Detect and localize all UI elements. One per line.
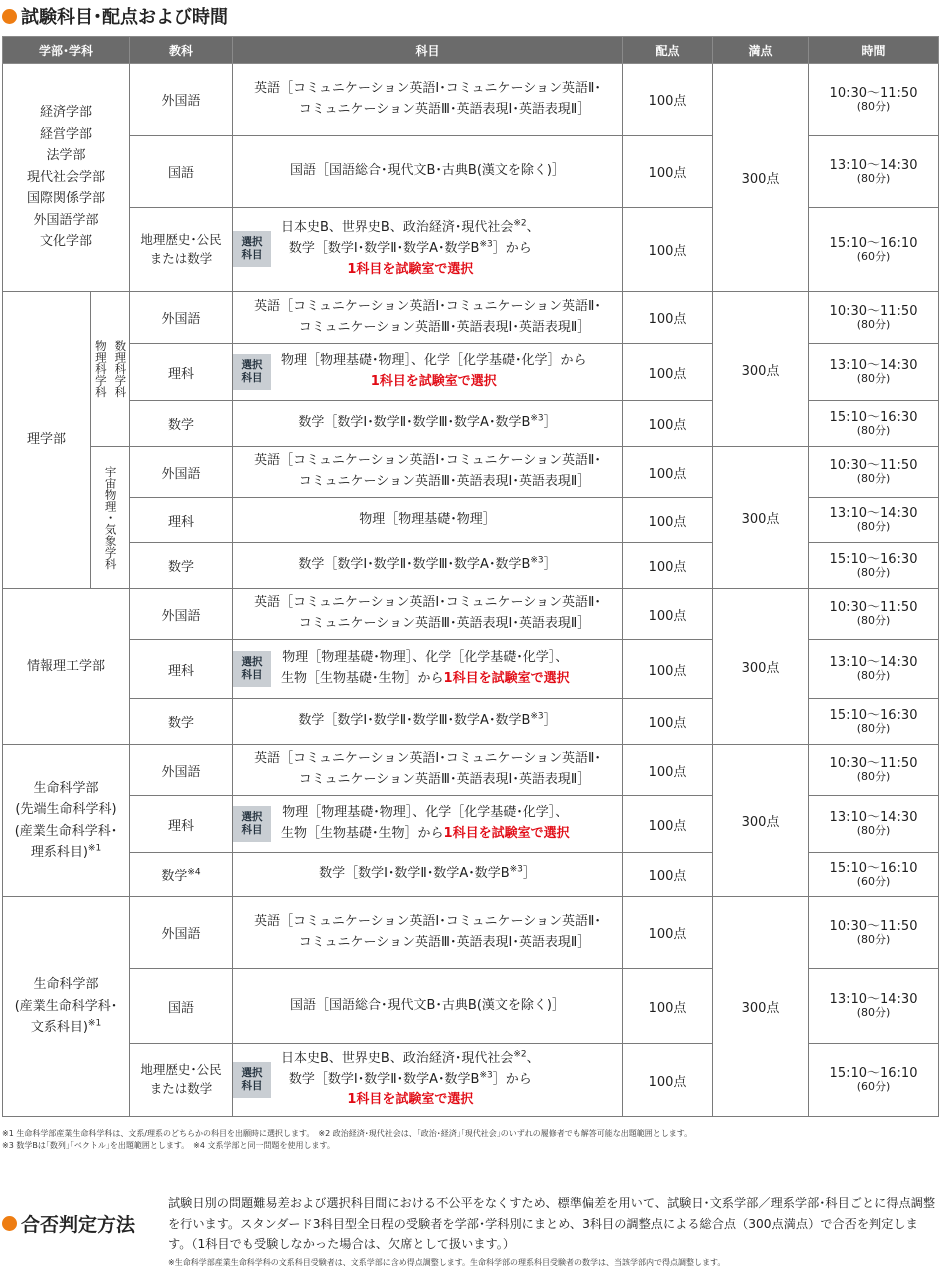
score-cell: 100点 xyxy=(623,745,713,796)
kamoku-cell: 選択 科目 日本史B、世界史B、政治経済･現代社会$^{※2}$、 数学［数学Ⅰ･数学Ⅱ･数学A･数学$B^{※3}]$から 1科目を試験室で選択 xyxy=(233,1044,623,1117)
bullet-dot-icon xyxy=(2,9,17,24)
header-dept: 学部･学科 xyxy=(3,37,130,64)
select-badge: 選択 科目 xyxy=(233,651,271,687)
header-time: 時間 xyxy=(809,37,939,64)
page-title-text: 試験科目･配点および時間 xyxy=(21,7,228,28)
table-row xyxy=(3,447,939,498)
table-row xyxy=(3,745,939,796)
total-cell: 300点 xyxy=(713,447,809,589)
kamoku-cell: 数学［数学Ⅰ･数学Ⅱ･数学Ⅲ･数学A･数学$B^{※3}]$ xyxy=(233,543,623,589)
header-kamoku: 科目 xyxy=(233,37,623,64)
kamoku-cell: 数学［数学Ⅰ･数学Ⅱ･数学A･数学$B^{※3}]$ xyxy=(233,853,623,897)
kamoku-cell: 英語［コミュニケーション英語Ⅰ･コミュニケーション英語Ⅱ･ コミュニケーション英語Ⅲ･英語表現Ⅰ･英語表現Ⅱ］ xyxy=(233,897,623,969)
subject-cell: 外国語 xyxy=(130,64,233,136)
footnote-line: ※1 生命科学部産業生命科学科は、文系/理系のどちらかの科目を出願時に選択します。 ※2 政治経済･現代社会は、｢政治･経済｣｢現代社会｣のいずれの履修者でも解答可能な出題範囲とします。 xyxy=(2,1129,693,1138)
subject-cell: 外国語 xyxy=(130,589,233,640)
subject-cell: 外国語 xyxy=(130,292,233,344)
score-cell: 100点 xyxy=(623,344,713,401)
dept-info: 情報理工学部 xyxy=(3,589,130,745)
score-cell: 100点 xyxy=(623,897,713,969)
select-badge: 選択 科目 xyxy=(233,1062,271,1098)
judge-body: 試験日別の問題難易差および選択科目間における不公平をなくすため、標準偏差を用いて、試験日･文系学部／理系学部･科目ごとに得点調整を行います。スタンダード3科目型全日程の受験者を学部･学科別にまとめ、3科目の調整点による総合点（300点満点）で合否を判定します。（1科目でも受験しなかった場合は、欠席として扱います。） xyxy=(168,1196,936,1252)
subject-cell: 外国語 xyxy=(130,897,233,969)
time-cell: 10:30～11:50 (80分) xyxy=(809,897,939,969)
time-cell: 15:10～16:10 (60分) xyxy=(809,208,939,292)
time-cell: 13:10～14:30 (80分) xyxy=(809,136,939,208)
kamoku-cell: 英語［コミュニケーション英語Ⅰ･コミュニケーション英語Ⅱ･ コミュニケーション英語Ⅲ･英語表現Ⅰ･英語表現Ⅱ］ xyxy=(233,64,623,136)
time-cell: 13:10～14:30 (80分) xyxy=(809,344,939,401)
header-total: 満点 xyxy=(713,37,809,64)
kamoku-cell: 選択 科目 物理［物理基礎･物理］、化学［化学基礎･化学］から 1科目を試験室で選択 xyxy=(233,344,623,401)
score-cell: 100点 xyxy=(623,796,713,853)
header-score: 配点 xyxy=(623,37,713,64)
judge-title-text: 合否判定方法 xyxy=(21,1213,136,1236)
time-cell: 10:30～11:50 (80分) xyxy=(809,589,939,640)
dept-sci-sub2: 宇宙物理･気象学科 xyxy=(91,447,130,589)
subject-cell: 数学 xyxy=(130,699,233,745)
score-cell: 100点 xyxy=(623,1044,713,1117)
subject-cell: 国語 xyxy=(130,969,233,1044)
subject-cell: 外国語 xyxy=(130,447,233,498)
score-cell: 100点 xyxy=(623,969,713,1044)
score-cell: 100点 xyxy=(623,401,713,447)
table-row xyxy=(3,292,939,344)
time-cell: 15:10～16:10 (60分) xyxy=(809,853,939,897)
time-cell: 13:10～14:30 (80分) xyxy=(809,969,939,1044)
judge-title xyxy=(2,1210,135,1236)
header-subject: 教科 xyxy=(130,37,233,64)
table-row xyxy=(3,589,939,640)
kamoku-cell: 数学［数学Ⅰ･数学Ⅱ･数学Ⅲ･数学A･数学$B^{※3}]$ xyxy=(233,699,623,745)
time-cell: 15:10～16:30 (80分) xyxy=(809,543,939,589)
kamoku-cell: 選択 科目 物理［物理基礎･物理］、化学［化学基礎･化学］、 生物［生物基礎･生物］から1科目を試験室で選択 xyxy=(233,640,623,699)
kamoku-cell: 英語［コミュニケーション英語Ⅰ･コミュニケーション英語Ⅱ･ コミュニケーション英語Ⅲ･英語表現Ⅰ･英語表現Ⅱ］ xyxy=(233,447,623,498)
score-cell: 100点 xyxy=(623,699,713,745)
score-cell: 100点 xyxy=(623,292,713,344)
kamoku-cell: 物理［物理基礎･物理］ xyxy=(233,498,623,543)
time-cell: 10:30～11:50 (80分) xyxy=(809,64,939,136)
bullet-dot-icon xyxy=(2,1216,17,1231)
total-cell: 300点 xyxy=(713,292,809,447)
subject-cell: 理科 xyxy=(130,796,233,853)
time-cell: 13:10～14:30 (80分) xyxy=(809,796,939,853)
subject-cell: 理科 xyxy=(130,498,233,543)
score-cell: 100点 xyxy=(623,208,713,292)
table-row xyxy=(3,64,939,136)
dept-life-humanities: 生命科学部 (産業生命科学科･ 文系科目)$^{※1}$ xyxy=(3,897,130,1117)
dept-sci-sub1: 物理科学科 数理科学科 xyxy=(91,292,130,447)
total-cell: 300点 xyxy=(713,745,809,897)
kamoku-cell: 数学［数学Ⅰ･数学Ⅱ･数学Ⅲ･数学A･数学$B^{※3}]$ xyxy=(233,401,623,447)
subject-cell: 理科 xyxy=(130,344,233,401)
dept-sci: 理学部 xyxy=(3,292,91,589)
dept-econ-group: 経済学部 経営学部 法学部 現代社会学部 国際関係学部 外国語学部 文化学部 xyxy=(3,64,130,292)
score-cell: 100点 xyxy=(623,64,713,136)
footnote-line: ※3 数学Bは｢数列｣｢ベクトル｣を出題範囲とします。 ※4 文系学部と同一問題を使用します。 xyxy=(2,1141,335,1150)
score-cell: 100点 xyxy=(623,589,713,640)
subject-cell: 理科 xyxy=(130,640,233,699)
time-cell: 15:10～16:30 (80分) xyxy=(809,401,939,447)
score-cell: 100点 xyxy=(623,853,713,897)
time-cell: 15:10～16:30 (80分) xyxy=(809,699,939,745)
subject-cell: 数学 xyxy=(130,401,233,447)
kamoku-cell: 選択 科目 日本史B、世界史B、政治経済･現代社会$^{※2}$、 数学［数学Ⅰ･数学Ⅱ･数学A･数学$B^{※3}]$から 1科目を試験室で選択 xyxy=(233,208,623,292)
dept-life-science: 生命科学部 (先端生命科学科) (産業生命科学科･ 理系科目)$^{※1}$ xyxy=(3,745,130,897)
time-cell: 13:10～14:30 (80分) xyxy=(809,498,939,543)
score-cell: 100点 xyxy=(623,447,713,498)
kamoku-cell: 英語［コミュニケーション英語Ⅰ･コミュニケーション英語Ⅱ･ コミュニケーション英語Ⅲ･英語表現Ⅰ･英語表現Ⅱ］ xyxy=(233,292,623,344)
score-cell: 100点 xyxy=(623,498,713,543)
kamoku-cell: 英語［コミュニケーション英語Ⅰ･コミュニケーション英語Ⅱ･ コミュニケーション英語Ⅲ･英語表現Ⅰ･英語表現Ⅱ］ xyxy=(233,745,623,796)
subject-cell: 数学 xyxy=(130,543,233,589)
time-cell: 10:30～11:50 (80分) xyxy=(809,745,939,796)
subject-cell: 国語 xyxy=(130,136,233,208)
subject-cell: 外国語 xyxy=(130,745,233,796)
select-badge: 選択 科目 xyxy=(233,231,271,267)
score-cell: 100点 xyxy=(623,136,713,208)
select-badge: 選択 科目 xyxy=(233,354,271,390)
judge-note: ※生命科学部産業生命科学科の文系科目受験者は、文系学部に含め得点調整します。生命科学部の理系科目受験者の数学は、当該学部内で得点調整します。 xyxy=(168,1258,726,1267)
exam-table xyxy=(2,36,939,1117)
score-cell: 100点 xyxy=(623,640,713,699)
subject-cell: 地理歴史･公民 または数学 xyxy=(130,208,233,292)
subject-cell: 地理歴史･公民 または数学 xyxy=(130,1044,233,1117)
kamoku-cell: 国語［国語総合･現代文B･古典B(漢文を除く)］ xyxy=(233,969,623,1044)
table-header-row xyxy=(3,37,939,64)
table-row xyxy=(3,897,939,969)
subject-cell: 数学$^{※4}$ xyxy=(130,853,233,897)
kamoku-cell: 英語［コミュニケーション英語Ⅰ･コミュニケーション英語Ⅱ･ コミュニケーション英語Ⅲ･英語表現Ⅰ･英語表現Ⅱ］ xyxy=(233,589,623,640)
page-title xyxy=(2,3,228,29)
total-cell: 300点 xyxy=(713,64,809,292)
time-cell: 10:30～11:50 (80分) xyxy=(809,292,939,344)
kamoku-cell: 選択 科目 物理［物理基礎･物理］、化学［化学基礎･化学］、 生物［生物基礎･生物］から1科目を試験室で選択 xyxy=(233,796,623,853)
total-cell: 300点 xyxy=(713,589,809,745)
footnotes xyxy=(2,1128,692,1152)
time-cell: 15:10～16:10 (60分) xyxy=(809,1044,939,1117)
time-cell: 13:10～14:30 (80分) xyxy=(809,640,939,699)
select-badge: 選択 科目 xyxy=(233,806,271,842)
time-cell: 10:30～11:50 (80分) xyxy=(809,447,939,498)
score-cell: 100点 xyxy=(623,543,713,589)
total-cell: 300点 xyxy=(713,897,809,1117)
kamoku-cell: 国語［国語総合･現代文B･古典B(漢文を除く)］ xyxy=(233,136,623,208)
